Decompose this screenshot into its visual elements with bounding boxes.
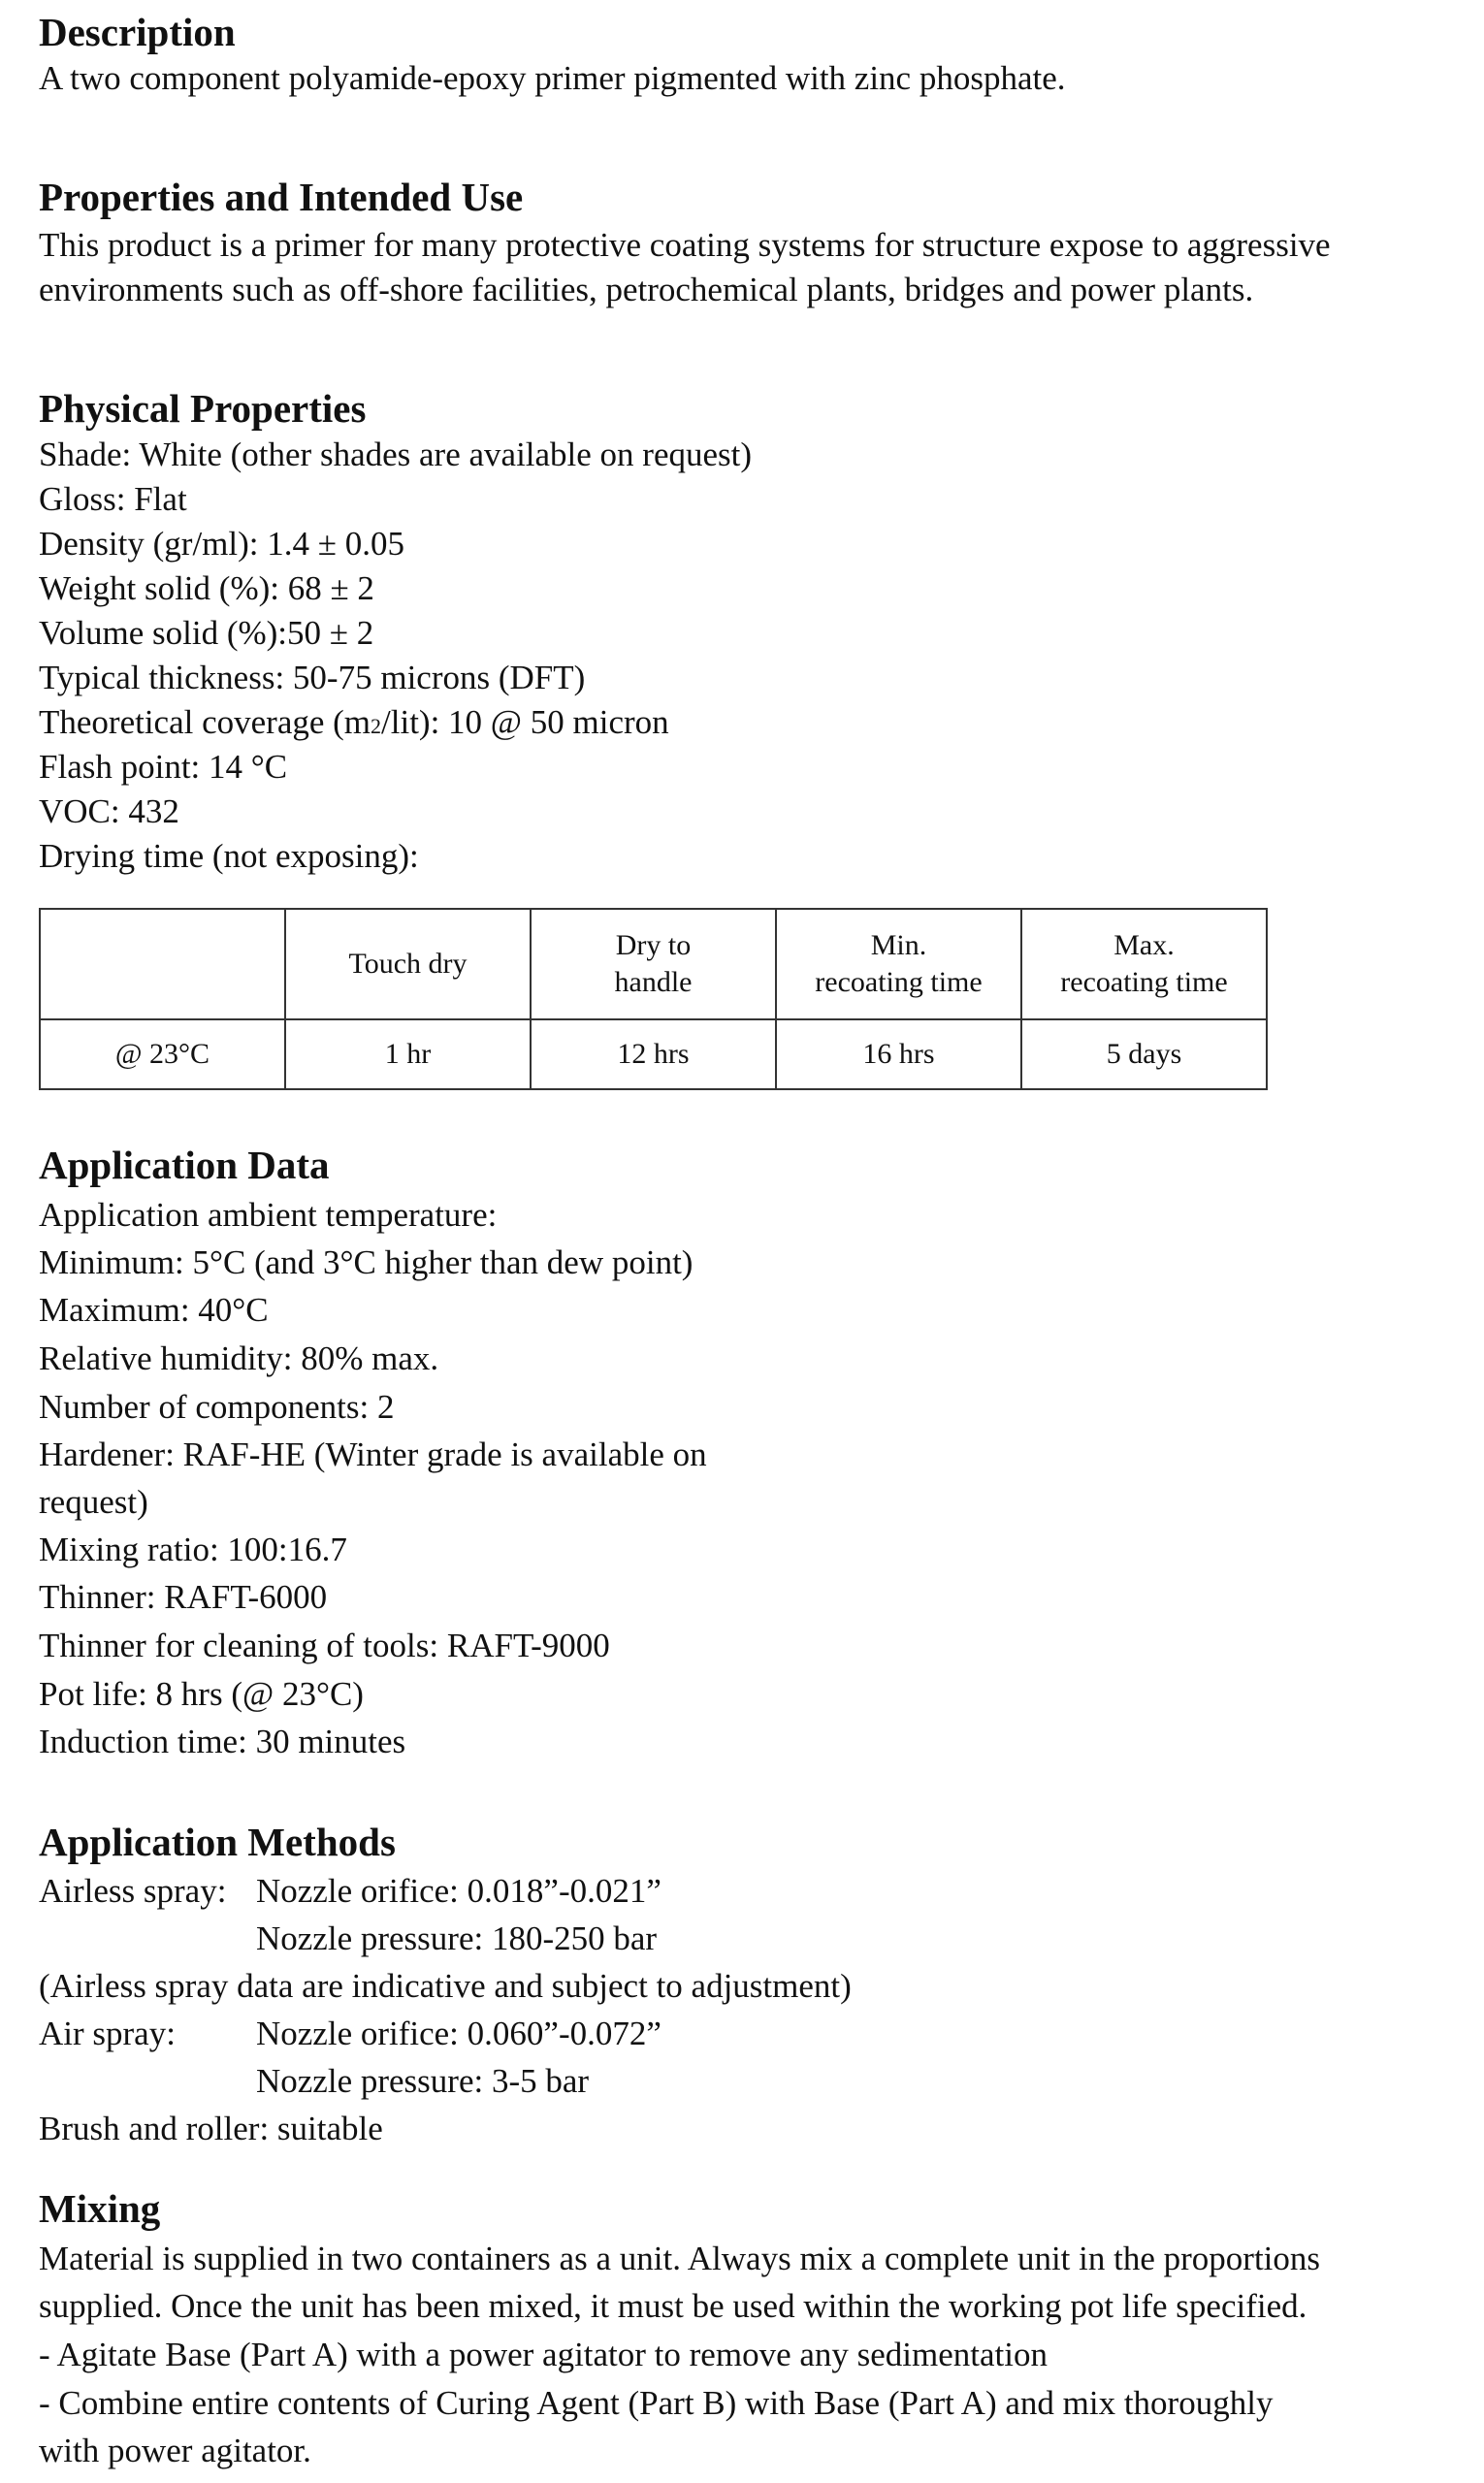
components-text: Number of components: 2 (39, 1388, 395, 1426)
description-text: A two component polyamide-epoxy primer pigmented with zinc phosphate. (39, 59, 1066, 97)
thinner-text: Thinner: RAFT-6000 (39, 1578, 328, 1616)
airless-orifice-text: Nozzle orifice: 0.018”-0.021” (256, 1872, 661, 1910)
pot-life-text: Pot life: 8 hrs (@ 23°C) (39, 1675, 364, 1713)
minimum-temp-text: Minimum: 5°C (and 3°C higher than dew point) (39, 1243, 694, 1281)
brush-roller-text: Brush and roller: suitable (39, 2110, 383, 2147)
thickness-text: Typical thickness: 50-75 microns (DFT) (39, 659, 586, 696)
table-header-max-recoat (1021, 909, 1267, 1019)
table-cell-dry-to-handle: 12 hrs (531, 1019, 776, 1089)
description-heading: Description (39, 10, 236, 54)
mixing-line-4: - Combine entire contents of Curing Agent (Part B) with Base (Part A) and mix thoroughly (39, 2384, 1274, 2422)
max-recoat-line-2: recoating time (1060, 966, 1228, 998)
mixing-line-2: supplied. Once the unit has been mixed, it must be used within the working pot life specified. (39, 2287, 1307, 2325)
mixing-line-3: - Agitate Base (Part A) with a power agitator to remove any sedimentation (39, 2336, 1048, 2373)
hardener-text-2: request) (39, 1483, 148, 1521)
air-pressure-text: Nozzle pressure: 3-5 bar (256, 2062, 590, 2100)
table-header-min-recoat (776, 909, 1021, 1019)
hardener-text-1: Hardener: RAF-HE (Winter grade is available on (39, 1435, 707, 1473)
density-text: Density (gr/ml): 1.4 ± 0.05 (39, 525, 404, 563)
shade-text: Shade: White (other shades are available on request) (39, 435, 753, 473)
airless-spray-label: Airless spray: (39, 1872, 227, 1910)
maximum-temp-text: Maximum: 40°C (39, 1291, 269, 1329)
dry-handle-line-1: Dry to (615, 929, 692, 961)
gloss-text: Gloss: Flat (39, 480, 187, 518)
properties-use-line-2: environments such as off-shore facilities, petrochemical plants, bridges and power plants. (39, 271, 1254, 308)
properties-use-line-1: This product is a primer for many protective coating systems for structure expose to aggressive (39, 226, 1331, 264)
table-cell-max-recoat: 5 days (1021, 1019, 1267, 1089)
coverage-prefix: Theoretical coverage (m (39, 703, 371, 741)
table-header-row (40, 909, 1267, 1019)
properties-use-heading: Properties and Intended Use (39, 175, 524, 219)
table-cell-min-recoat: 16 hrs (776, 1019, 1021, 1089)
application-methods-heading: Application Methods (39, 1820, 396, 1864)
mixing-ratio-text: Mixing ratio: 100:16.7 (39, 1531, 347, 1568)
mixing-line-5: with power agitator. (39, 2432, 311, 2469)
coverage-subscript: 2 (371, 714, 382, 738)
min-recoat-line-2: recoating time (815, 966, 983, 998)
table-cell-condition: @ 23°C (40, 1019, 285, 1089)
flash-point-text: Flash point: 14 °C (39, 748, 288, 786)
weight-solid-text: Weight solid (%): 68 ± 2 (39, 569, 374, 607)
humidity-text: Relative humidity: 80% max. (39, 1339, 439, 1377)
air-spray-label: Air spray: (39, 2015, 176, 2052)
coverage-suffix: /lit): 10 @ 50 micron (381, 703, 669, 741)
table-header-touch-dry: Touch dry (285, 909, 531, 1019)
mixing-heading: Mixing (39, 2186, 161, 2231)
physical-properties-heading: Physical Properties (39, 386, 367, 431)
airless-note-text: (Airless spray data are indicative and subject to adjustment) (39, 1967, 852, 2005)
thinner-cleaning-text: Thinner for cleaning of tools: RAFT-9000 (39, 1627, 610, 1664)
mixing-line-1: Material is supplied in two containers as a unit. Always mix a complete unit in the proportions (39, 2240, 1321, 2277)
induction-text: Induction time: 30 minutes (39, 1723, 406, 1760)
coverage-text (39, 700, 669, 749)
dry-handle-line-2: handle (614, 966, 693, 998)
airless-pressure-text: Nozzle pressure: 180-250 bar (256, 1919, 658, 1957)
drying-time-text: Drying time (not exposing): (39, 837, 419, 875)
volume-solid-text: Volume solid (%):50 ± 2 (39, 614, 374, 652)
max-recoat-line-1: Max. (1113, 929, 1175, 961)
ambient-text: Application ambient temperature: (39, 1196, 498, 1234)
voc-text: VOC: 432 (39, 792, 179, 830)
table-header-blank (40, 909, 285, 1019)
application-data-heading: Application Data (39, 1143, 330, 1187)
drying-time-table (39, 908, 1268, 1090)
table-row (40, 1019, 1267, 1089)
air-orifice-text: Nozzle orifice: 0.060”-0.072” (256, 2015, 661, 2052)
min-recoat-line-1: Min. (870, 929, 927, 961)
table-cell-touch-dry: 1 hr (285, 1019, 531, 1089)
table-header-dry-to-handle (531, 909, 776, 1019)
